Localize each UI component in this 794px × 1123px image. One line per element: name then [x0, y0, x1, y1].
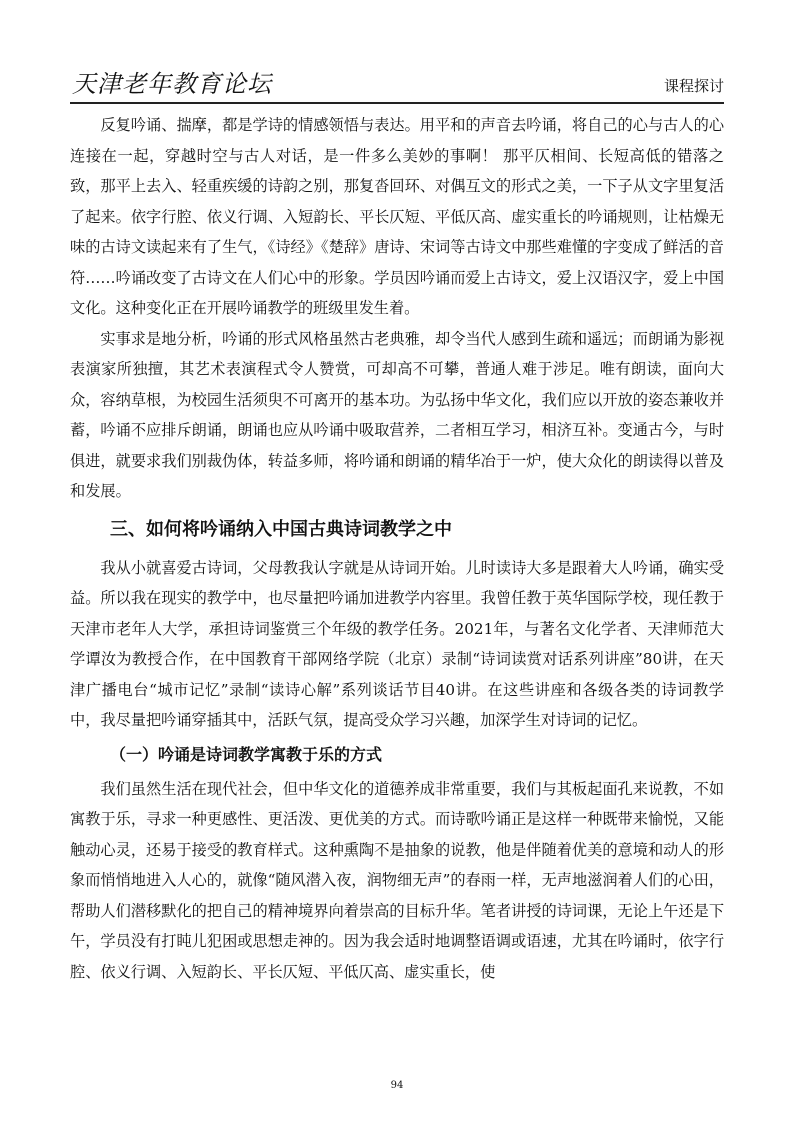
article-body [70, 110, 724, 987]
section-heading: 三、如何将吟诵纳入中国古典诗词教学之中 [110, 518, 452, 540]
paragraph: 反复吟诵、揣摩，都是学诗的情感领悟与表达。用平和的声音去吟诵，将自己的心与古人的心连接在一起，穿越时空与古人对话，是一件多么美妙的事啊！ 那平仄相间、长短高低的错落之致，那平上去入、轻重疾缓的诗韵之别，那复沓回环、对偶互文的形式之美，一下子从文字里复活了起来。依字行腔、依义行调、入短韵长、平长仄短、平低仄高、虚实重长的吟诵规则，让枯燥无味的古诗文读起来有了生气，《诗经》《楚辞》唐诗、宋词等古诗文中那些难懂的字变成了鲜活的音符……吟诵改变了古诗文在人们心中的形象。学员因吟诵而爱上古诗文，爱上汉语汉字，爱上中国文化。这种变化正在开展吟诵教学的班级里发生着。 [70, 116, 724, 317]
page-number: 94 [390, 1080, 404, 1091]
subsection-heading: （一）吟诵是诗词教学寓教于乐的方式 [110, 744, 383, 764]
paragraph: 实事求是地分析，吟诵的形式风格虽然古老典雅，却令当代人感到生疏和遥远；而朗诵为影视表演家所独擅，其艺术表演程式令人赞赏，可却高不可攀，普通人难于涉足。唯有朗读，面向大众，容纳草根，为校园生活须臾不可离开的基本功。为弘扬中华文化，我们应以开放的姿态兼收并蓄，吟诵不应排斥朗诵，朗诵也应从吟诵中吸取营养，二者相互学习，相济互补。变通古今，与时俱进，就要求我们别裁伪体，转益多师，将吟诵和朗诵的精华冶于一炉，使大众化的朗读得以普及和发展。 [70, 329, 724, 500]
journal-logo [72, 64, 272, 96]
paragraph: 我从小就喜爱古诗词，父母教我认字就是从诗词开始。儿时读诗大多是跟着大人吟诵，确实受益。所以我在现实的教学中，也尽量把吟诵加进教学内容里。我曾任教于英华国际学校，现任教于天津市老年人大学，承担诗词鉴赏三个年级的教学任务。2021年，与著名文化学者、天津师范大学谭汝为教授合作，在中国教育干部网络学院（北京）录制“诗词读赏对话系列讲座”80讲，在天津广播电台“城市记忆”录制“读诗心解”系列谈话节目40讲。在这些讲座和各级各类的诗词教学中，我尽量把吟诵穿插其中，活跃气氛，提高受众学习兴趣，加深学生对诗词的记忆。 [70, 558, 724, 729]
paragraph: 我们虽然生活在现代社会，但中华文化的道德养成非常重要，我们与其板起面孔来说教，不如寓教于乐，寻求一种更感性、更活泼、更优美的方式。而诗歌吟诵正是这样一种既带来愉悦，又能触动心灵，还易于接受的教育样式。这种熏陶不是抽象的说教，他是伴随着优美的意境和动人的形象而悄悄地进入人心的，就像“随风潜入夜，润物细无声”的春雨一样，无声地滋润着人们的心田，帮助人们潜移默化的把自己的精神境界向着崇高的目标升华。笔者讲授的诗词课，无论上午还是下午，学员没有打盹儿犯困或思想走神的。因为我会适时地调整语调或语速，尤其在吟诵时，依字行腔、依义行调、入短韵长、平长仄短、平低仄高、虚实重长，使 [70, 779, 724, 981]
page-header [70, 62, 724, 104]
journal-logo-text: 天津老年教育论坛 [72, 70, 272, 98]
section-name: 课程探讨 [663, 77, 724, 95]
